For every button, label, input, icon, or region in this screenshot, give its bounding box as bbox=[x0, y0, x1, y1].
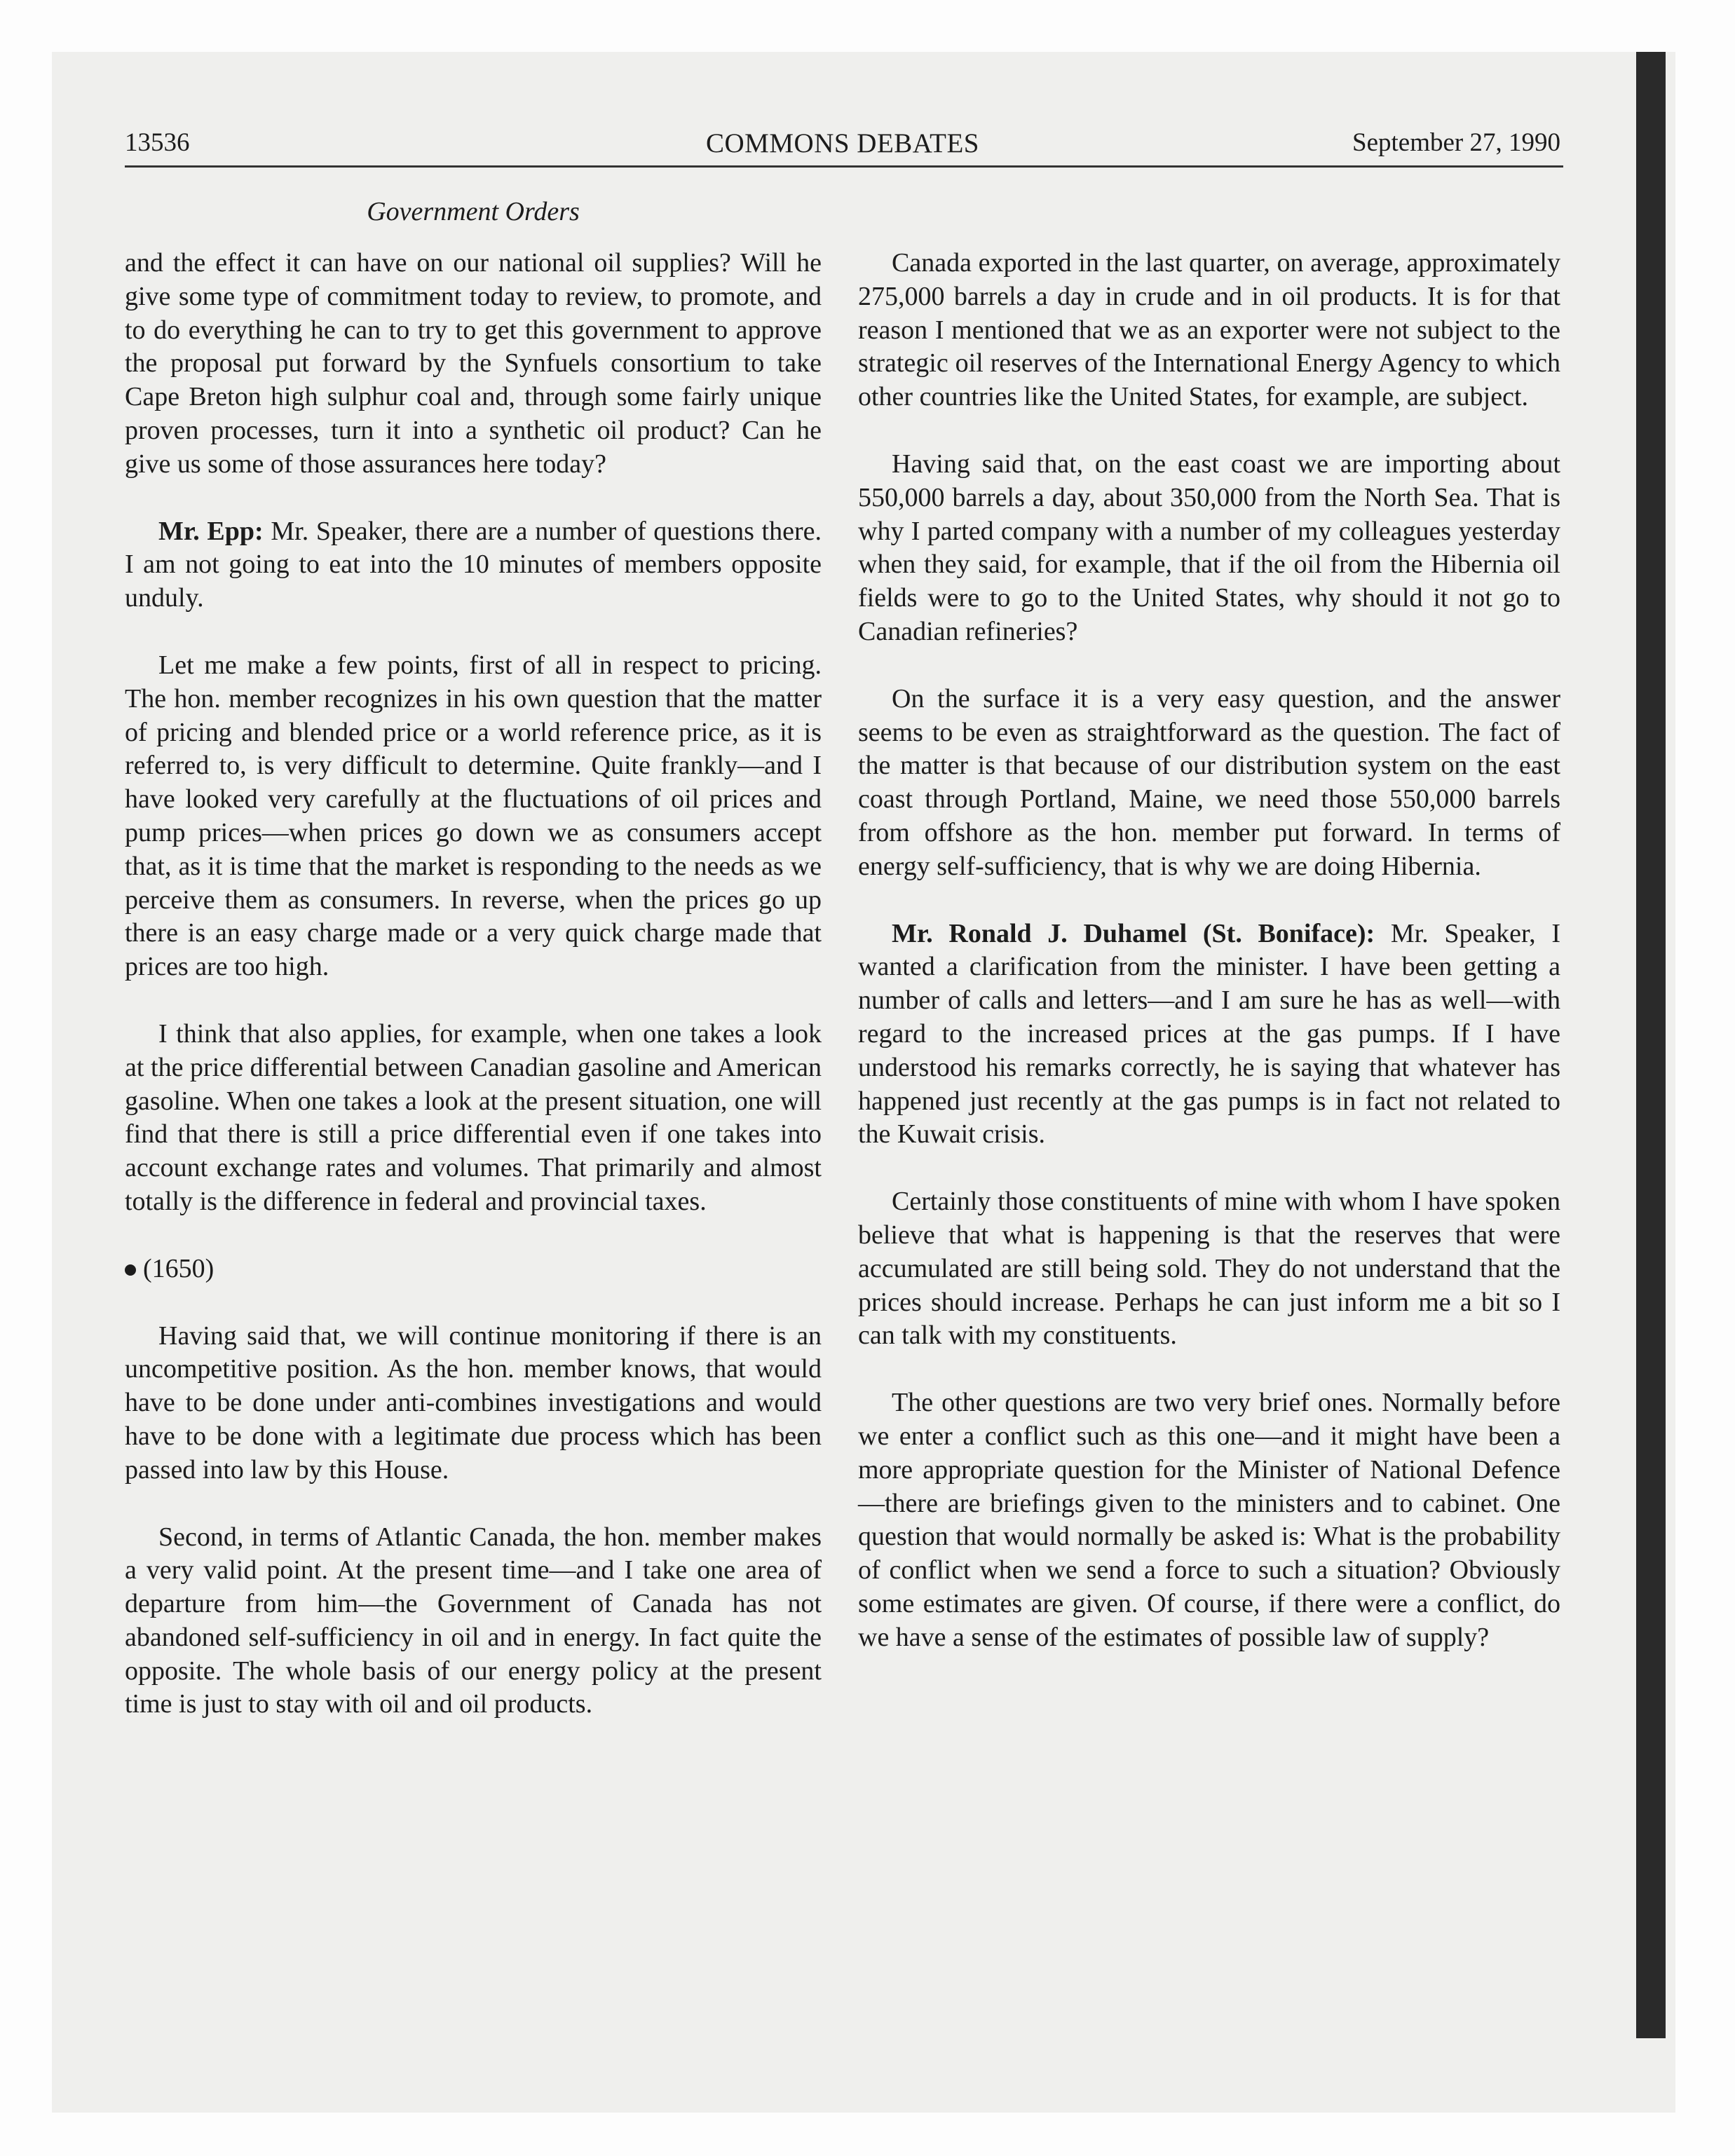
speech-text: Mr. Speaker, I wanted a clarification from the minister. I have been getting a number of calls and letters—and I am sure he has as well—with regard to the increased prices at the gas pumps. If I have understood his remarks correctly, he is saying that whatever has happened just recently at the gas pumps is in fact not related to the Kuwait crisis. bbox=[858, 918, 1560, 1149]
paragraph bbox=[125, 515, 822, 615]
paragraph: I think that also applies, for example, when one takes a look at the price differential between Canadian gasoline and American gasoline. When one takes a look at the present situation, one will find that there is still a price differential even if one takes into account exchange rates and volumes. That primarily and almost totally is the difference in federal and provincial taxes. bbox=[125, 1018, 822, 1216]
time-marker-text: (1650) bbox=[143, 1253, 215, 1283]
publication-title: COMMONS DEBATES bbox=[706, 128, 979, 158]
speaker-name: Mr. Epp: bbox=[158, 516, 264, 546]
paragraph: Let me make a few points, first of all in respect to pricing. The hon. member recognizes in his own question that the matter of pricing and blended price or a world reference price, as it is referred to, is very difficult to determine. Quite frankly—and I have looked very carefully at the fluctuations of oil prices and pump prices—when prices go down we as consumers accept that, as it is time that the market is responding to the needs as we perceive them as consumers. In reverse, when the prices go up there is an easy charge made or a very quick charge made that prices are too high. bbox=[125, 650, 822, 982]
paragraph: Having said that, we will continue monitoring if there is an uncompetitive position. As the hon. member knows, that would have to be done under anti-combines investigations and would have to be done with a legitimate due process which has been passed into law by this House. bbox=[125, 1321, 822, 1485]
page-number: 13536 bbox=[125, 128, 190, 157]
bullet-icon bbox=[125, 1264, 136, 1276]
speech-text: Mr. Speaker, there are a number of questions there. I am not going to eat into the 10 minutes of members opposite unduly. bbox=[125, 516, 822, 613]
paragraph: Canada exported in the last quarter, on average, approximately 275,000 barrels a day in crude and in oil products. It is for that reason I mentioned that we as an exporter were not subject to the strategic oil reserves of the International Energy Agency to which other countries like the United States, for example, are subject. bbox=[858, 248, 1560, 412]
paragraph: The other questions are two very brief ones. Normally before we enter a conflict such as this one—and it might have been a more appropriate question for the Minister of National Defence—there are briefings given to the ministers and to cabinet. One question that would normally be asked is: What is the probability of conflict when we send a force to such a situation? Obviously some estimates are given. Of course, if there were a conflict, do we have a sense of the estimates of possible law of supply? bbox=[858, 1388, 1560, 1652]
speaker-name: Mr. Ronald J. Duhamel (St. Boniface): bbox=[892, 918, 1375, 948]
left-column bbox=[125, 247, 822, 1721]
paragraph: Having said that, on the east coast we are importing about 550,000 barrels a day, about 350,000 from the North Sea. That is why I parted company with a number of my colleagues yesterday when they said, for example, that if the oil from the Hibernia oil fields were to go to the United States, why should it not go to Canadian refineries? bbox=[858, 449, 1560, 646]
paragraph bbox=[858, 917, 1560, 1152]
time-marker bbox=[125, 1253, 822, 1286]
paragraph: and the effect it can have on our national oil supplies? Will he give some type of commitment today to review, to promote, and to do everything he can to try to get this government to approve the proposal put forward by the Synfuels consortium to take Cape Breton high sulphur coal and, through some fairly unique proven processes, turn it into a synthetic oil product? Can he give us some of those assurances here today? bbox=[125, 248, 822, 479]
right-column bbox=[858, 247, 1560, 1654]
paragraph: Certainly those constituents of mine with whom I have spoken believe that what is happening is that the reserves that were accumulated are still being sold. They do not understand that the prices should increase. Perhaps he can just inform me a bit so I can talk with my constituents. bbox=[858, 1187, 1560, 1351]
paragraph: Second, in terms of Atlantic Canada, the hon. member makes a very valid point. At the present time—and I take one area of departure from him—the Government of Canada has not abandoned self-sufficiency in oil and in energy. In fact quite the opposite. The whole basis of our energy policy at the present time is just to stay with oil and oil products. bbox=[125, 1522, 822, 1719]
section-heading: Government Orders bbox=[367, 197, 580, 226]
header-rule bbox=[125, 165, 1563, 168]
publication-date: September 27, 1990 bbox=[1352, 128, 1560, 157]
binding-edge bbox=[1636, 52, 1666, 2038]
page-header bbox=[125, 121, 1560, 163]
paragraph: On the surface it is a very easy question, and the answer seems to be even as straightforward as the question. The fact of the matter is that because of our distribution system on the east coast through Portland, Maine, we need those 550,000 barrels from offshore as the hon. member put forward. In terms of energy self-sufficiency, that is why we are doing Hibernia. bbox=[858, 683, 1560, 881]
